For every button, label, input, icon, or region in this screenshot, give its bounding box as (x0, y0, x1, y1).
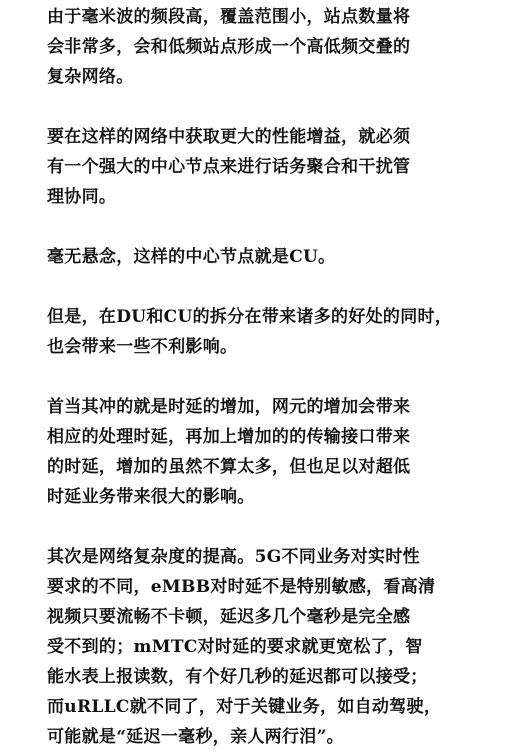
text-line: 理协同。 (47, 187, 117, 207)
paragraph-gap (47, 272, 479, 302)
paragraph-4 (47, 302, 479, 362)
text-line: 毫无悬念，这样的中心节点就是CU。 (47, 247, 336, 267)
article-body (47, 0, 479, 752)
text-line: 视频只要流畅不卡顿，延迟多几个毫秒是完全感 (47, 607, 411, 627)
text-line: 而uRLLC就不同了，对于关键业务，如自动驾驶， (47, 697, 442, 717)
text-line: 要求的不同，eMBB对时延不是特别敏感，看高清 (47, 577, 436, 597)
paragraph-5 (47, 392, 479, 512)
paragraph-6 (47, 542, 479, 752)
text-line: 由于毫米波的频段高，覆盖范围小，站点数量将 (47, 7, 411, 27)
text-line: 首当其冲的就是时延的增加，网元的增加会带来 (47, 397, 411, 417)
paragraph-2 (47, 122, 479, 212)
paragraph-gap (47, 362, 479, 392)
text-line: 受不到的；mMTC对时延的要求就更宽松了，智 (47, 637, 423, 657)
paragraph-1 (47, 2, 479, 92)
text-line: 也会带来一些不利影响。 (47, 337, 238, 357)
paragraph-3 (47, 242, 479, 272)
paragraph-gap (47, 92, 479, 122)
paragraph-gap (47, 512, 479, 542)
text-line: 有一个强大的中心节点来进行话务聚合和干扰管 (47, 157, 411, 177)
text-line: 其次是网络复杂度的提高。5G不同业务对实时性 (47, 547, 420, 567)
text-line: 相应的处理时延，再加上增加的的传输接口带来 (47, 427, 411, 447)
text-line: 要在这样的网络中获取更大的性能增益，就必须 (47, 127, 411, 147)
text-line: 能水表上报读数，有个好几秒的延迟都可以接受； (47, 667, 428, 687)
text-line: 时延业务带来很大的影响。 (47, 487, 255, 507)
text-line: 的时延，增加的虽然不算太多，但也足以对超低 (47, 457, 411, 477)
text-line: 可能就是“延迟一毫秒，亲人两行泪”。 (47, 727, 344, 747)
text-line: 会非常多，会和低频站点形成一个高低频交叠的 (47, 37, 411, 57)
text-line: 复杂网络。 (47, 67, 134, 87)
text-line: 但是，在DU和CU的拆分在带来诸多的好处的同时， (47, 307, 453, 327)
paragraph-gap (47, 212, 479, 242)
